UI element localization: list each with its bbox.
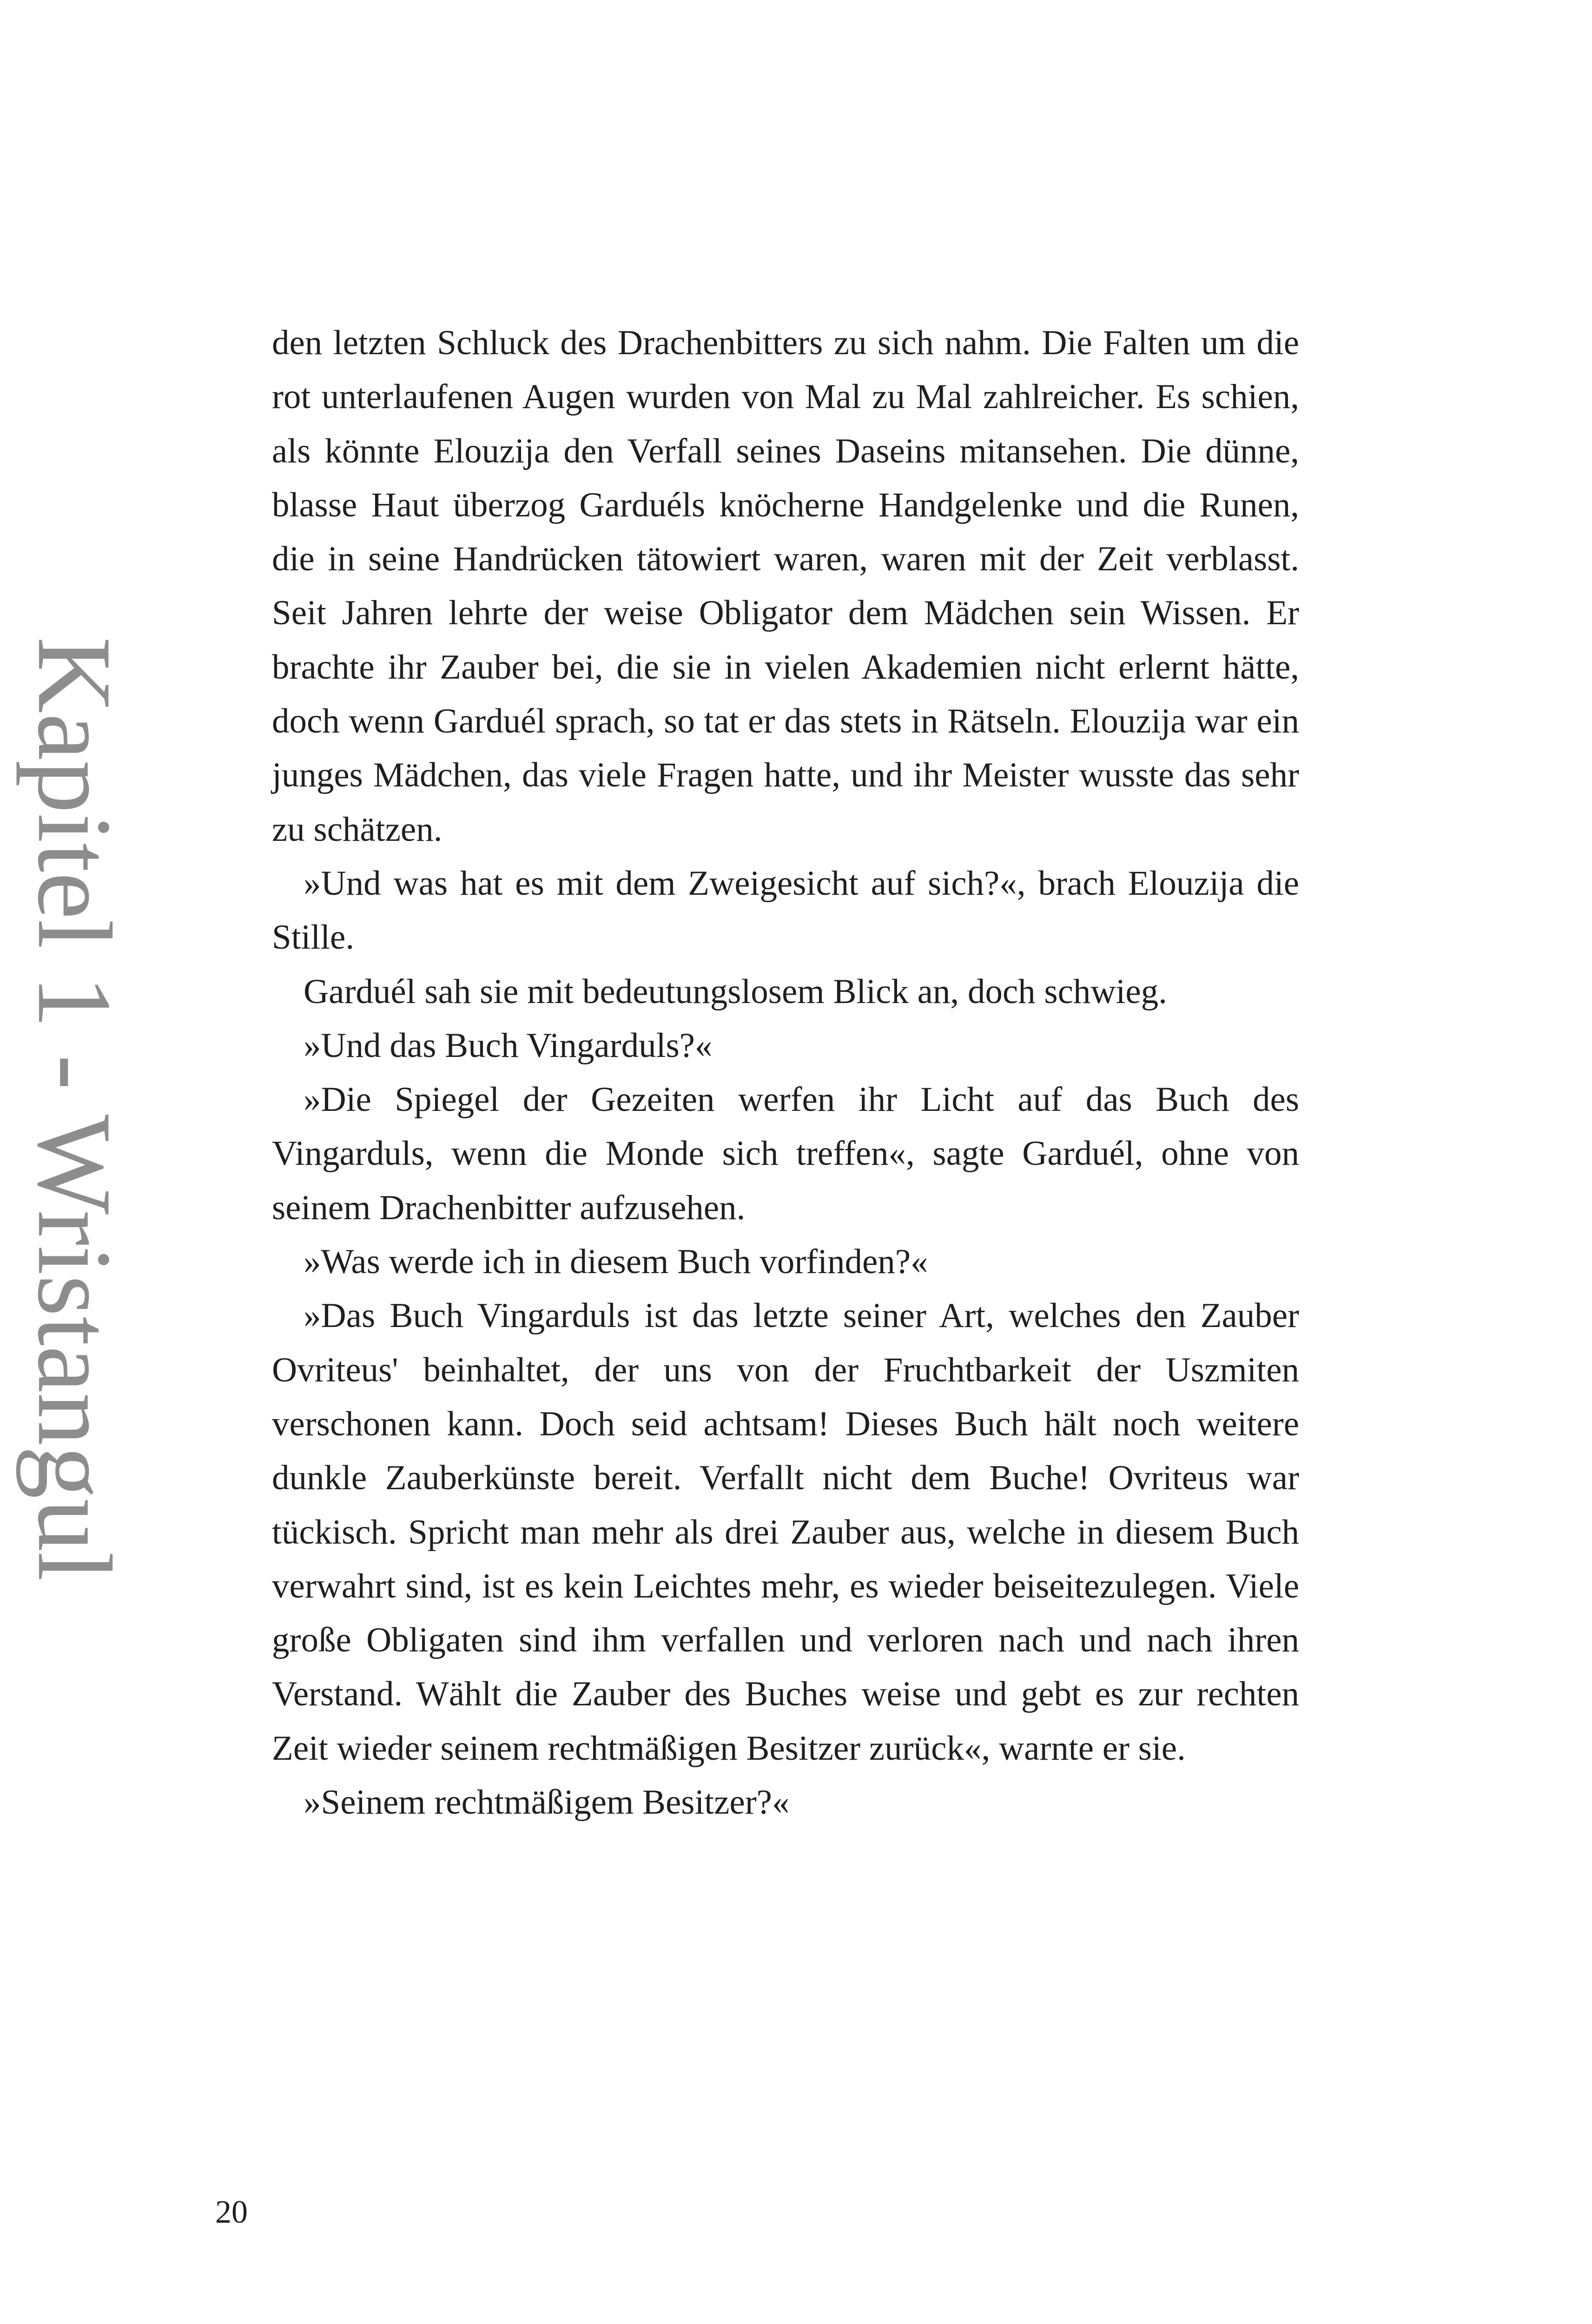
- chapter-running-title: Kapitel 1 - Wristangul: [16, 637, 133, 1581]
- paragraph: den letzten Schluck des Drachenbitters zu sich nahm. Die Falten um die rot unterlaufenen Augen wurden von Mal zu Mal zahlreicher. Es schien, als könnte Elouzija den Verfall seines Daseins mitansehen. Die dünne, blasse Haut überzog Garduéls knöcherne Handgelenke und die Runen, die in seine Handrücken tätowiert waren, waren mit der Zeit verblasst. Seit Jahren lehrte der weise Obligator dem Mädchen sein Wissen. Er brachte ihr Zauber bei, die sie in vielen Akademien nicht erlernt hätte, doch wenn Garduél sprach, so tat er das stets in Rätseln. Elouzija war ein junges Mädchen, das viele Fragen hatte, und ihr Meister wusste das sehr zu schätzen.: [272, 324, 1299, 849]
- paragraph: »Seinem rechtmäßigem Besitzer?«: [304, 1783, 790, 1822]
- paragraph: »Was werde ich in diesem Buch vorfinden?«: [304, 1242, 928, 1281]
- paragraph: »Und das Buch Vingarduls?«: [304, 1026, 713, 1065]
- page-number: 20: [215, 2194, 248, 2230]
- body-text: [272, 316, 1299, 1829]
- paragraph: »Und was hat es mit dem Zweigesicht auf sich?«, brach Elouzija die Stille.: [272, 864, 1299, 957]
- paragraph: »Das Buch Vingarduls ist das letzte seiner Art, welches den Zauber Ovriteus' beinhaltet, der uns von der Fruchtbarkeit der Uszmiten verschonen kann. Doch seid achtsam! Dieses Buch hält noch weitere dunkle Zauberkünste bereit. Verfallt nicht dem Buche! Ovriteus war tückisch. Spricht man mehr als drei Zauber aus, welche in diesem Buch verwahrt sind, ist es kein Leichtes mehr, es wieder beiseitezulegen. Viele große Obligaten sind ihm verfallen und verloren nach und nach ihren Verstand. Wählt die Zauber des Buches weise und gebt es zur rechten Zeit wieder seinem rechtmäßigen Besitzer zurück«, warnte er sie.: [272, 1296, 1299, 1768]
- paragraph: Garduél sah sie mit bedeutungslosem Blick an, doch schwieg.: [304, 972, 1167, 1011]
- paragraph: »Die Spiegel der Gezeiten werfen ihr Licht auf das Buch des Vingarduls, wenn die Monde sich treffen«, sagte Garduél, ohne von seinem Drachenbitter aufzusehen.: [272, 1080, 1299, 1227]
